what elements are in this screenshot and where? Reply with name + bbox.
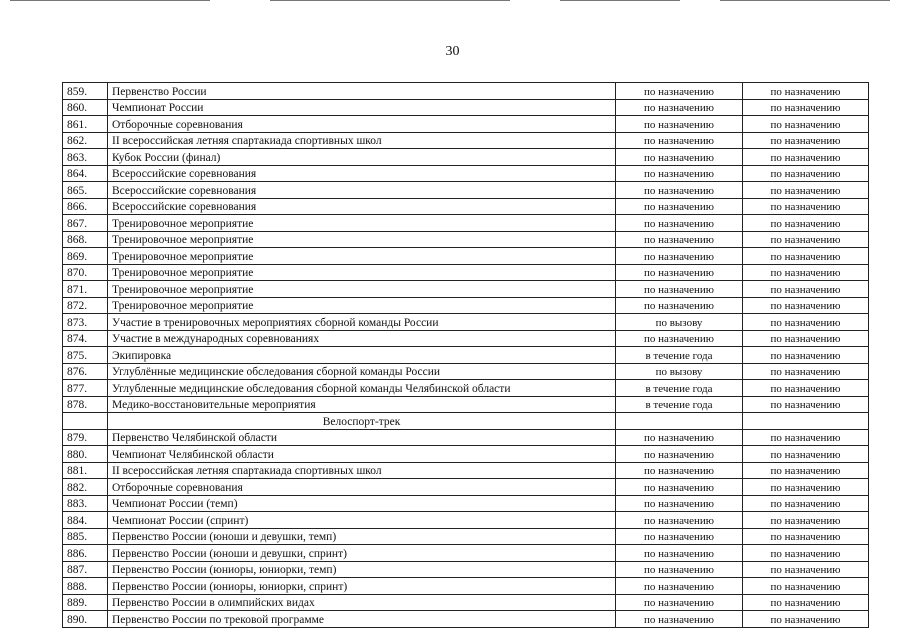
table-row <box>63 99 869 116</box>
row-number: 868. <box>63 231 108 248</box>
schedule-column-b: по назначению <box>743 347 869 364</box>
event-name: Тренировочное мероприятие <box>108 281 616 298</box>
row-number: 889. <box>63 594 108 611</box>
schedule-column-b: по назначению <box>743 446 869 463</box>
schedule-column-a: в течение года <box>616 380 743 397</box>
schedule-column-b: по назначению <box>743 528 869 545</box>
events-table <box>62 82 869 628</box>
schedule-column-a: по назначению <box>616 512 743 529</box>
event-name: II всероссийская летняя спартакиада спортивных школ <box>108 132 616 149</box>
event-name: Первенство России <box>108 83 616 100</box>
table-row <box>63 363 869 380</box>
row-number: 865. <box>63 182 108 199</box>
event-name: Отборочные соревнования <box>108 479 616 496</box>
table-row <box>63 132 869 149</box>
event-name: Чемпионат России (спринт) <box>108 512 616 529</box>
schedule-column-a: по назначению <box>616 528 743 545</box>
schedule-column-a: по назначению <box>616 132 743 149</box>
schedule-column-b: по назначению <box>743 330 869 347</box>
row-number: 880. <box>63 446 108 463</box>
schedule-column-a: по назначению <box>616 182 743 199</box>
schedule-column-b: по назначению <box>743 116 869 133</box>
table-row <box>63 528 869 545</box>
schedule-column-a: по назначению <box>616 149 743 166</box>
event-name: Тренировочное мероприятие <box>108 297 616 314</box>
schedule-column-a: в течение года <box>616 347 743 364</box>
table-row <box>63 215 869 232</box>
page-number: 30 <box>445 44 460 59</box>
schedule-column-a: по вызову <box>616 363 743 380</box>
table-row <box>63 347 869 364</box>
event-name: Углублённые медицинские обследования сборной команды России <box>108 363 616 380</box>
event-name: Кубок России (финал) <box>108 149 616 166</box>
schedule-column-a: по вызову <box>616 314 743 331</box>
row-number: 875. <box>63 347 108 364</box>
table-row <box>63 231 869 248</box>
schedule-column-b: по назначению <box>743 231 869 248</box>
table-row <box>63 182 869 199</box>
table-row <box>63 396 869 413</box>
table-row <box>63 330 869 347</box>
event-name: Тренировочное мероприятие <box>108 231 616 248</box>
table-row <box>63 495 869 512</box>
event-name: Всероссийские соревнования <box>108 182 616 199</box>
schedule-column-a: по назначению <box>616 248 743 265</box>
table-row <box>63 462 869 479</box>
scan-top-edge <box>0 0 905 2</box>
table-row <box>63 198 869 215</box>
schedule-column-b: по назначению <box>743 578 869 595</box>
event-name: Отборочные соревнования <box>108 116 616 133</box>
table-row <box>63 248 869 265</box>
event-name: Тренировочное мероприятие <box>108 215 616 232</box>
row-number: 864. <box>63 165 108 182</box>
event-name: Первенство России (юниоры, юниорки, спринт) <box>108 578 616 595</box>
schedule-column-a: по назначению <box>616 264 743 281</box>
table-row <box>63 314 869 331</box>
event-name: Первенство России по трековой программе <box>108 611 616 628</box>
row-number: 884. <box>63 512 108 529</box>
row-number: 859. <box>63 83 108 100</box>
row-number: 860. <box>63 99 108 116</box>
row-number: 883. <box>63 495 108 512</box>
row-number: 885. <box>63 528 108 545</box>
schedule-column-b: по назначению <box>743 182 869 199</box>
event-name: Первенство Челябинской области <box>108 429 616 446</box>
schedule-column-a: по назначению <box>616 198 743 215</box>
schedule-column-b: по назначению <box>743 561 869 578</box>
table-row <box>63 149 869 166</box>
event-name: Первенство России (юноши и девушки, спринт) <box>108 545 616 562</box>
table-row <box>63 264 869 281</box>
row-number: 866. <box>63 198 108 215</box>
event-name: Медико-восстановительные мероприятия <box>108 396 616 413</box>
event-name: Всероссийские соревнования <box>108 198 616 215</box>
event-name: Чемпионат Челябинской области <box>108 446 616 463</box>
schedule-column-b: по назначению <box>743 611 869 628</box>
table-row <box>63 116 869 133</box>
table-row <box>63 578 869 595</box>
table-row <box>63 165 869 182</box>
event-name: Экипировка <box>108 347 616 364</box>
event-name: Участие в международных соревнованиях <box>108 330 616 347</box>
row-number: 886. <box>63 545 108 562</box>
schedule-column-b: по назначению <box>743 83 869 100</box>
row-number: 879. <box>63 429 108 446</box>
event-name: Углубленные медицинские обследования сборной команды Челябинской области <box>108 380 616 397</box>
schedule-column-b: по назначению <box>743 149 869 166</box>
schedule-column-b: по назначению <box>743 462 869 479</box>
schedule-column-a: по назначению <box>616 561 743 578</box>
row-number: 878. <box>63 396 108 413</box>
row-number: 876. <box>63 363 108 380</box>
schedule-column-b: по назначению <box>743 198 869 215</box>
row-number: 888. <box>63 578 108 595</box>
schedule-column-b: по назначению <box>743 396 869 413</box>
row-number: 870. <box>63 264 108 281</box>
event-name: Тренировочное мероприятие <box>108 264 616 281</box>
schedule-column-a: по назначению <box>616 611 743 628</box>
table-row <box>63 380 869 397</box>
table-row <box>63 512 869 529</box>
row-number: 869. <box>63 248 108 265</box>
events-table-body <box>63 83 869 628</box>
schedule-column-b: по назначению <box>743 495 869 512</box>
row-number: 871. <box>63 281 108 298</box>
schedule-column-b: по назначению <box>743 297 869 314</box>
schedule-column-b: по назначению <box>743 281 869 298</box>
row-number: 882. <box>63 479 108 496</box>
row-number: 867. <box>63 215 108 232</box>
schedule-column-b: по назначению <box>743 594 869 611</box>
event-name: II всероссийская летняя спартакиада спортивных школ <box>108 462 616 479</box>
schedule-column-a: по назначению <box>616 281 743 298</box>
table-row <box>63 281 869 298</box>
schedule-column-a: по назначению <box>616 594 743 611</box>
table-row <box>63 594 869 611</box>
table-row <box>63 83 869 100</box>
schedule-column-a: по назначению <box>616 116 743 133</box>
section-title: Велоспорт-трек <box>108 413 616 430</box>
schedule-column-b: по назначению <box>743 264 869 281</box>
event-name: Чемпионат России (темп) <box>108 495 616 512</box>
row-number: 873. <box>63 314 108 331</box>
row-number: 874. <box>63 330 108 347</box>
schedule-column-a: по назначению <box>616 330 743 347</box>
schedule-column-a: по назначению <box>616 479 743 496</box>
schedule-column-a: по назначению <box>616 578 743 595</box>
row-number: 890. <box>63 611 108 628</box>
row-number: 887. <box>63 561 108 578</box>
table-row <box>63 479 869 496</box>
schedule-column-b: по назначению <box>743 545 869 562</box>
event-name: Чемпионат России <box>108 99 616 116</box>
row-number: 877. <box>63 380 108 397</box>
row-number: 862. <box>63 132 108 149</box>
schedule-column-a: по назначению <box>616 83 743 100</box>
schedule-column-a: по назначению <box>616 215 743 232</box>
table-row <box>63 561 869 578</box>
row-number <box>63 413 108 430</box>
schedule-column-a: по назначению <box>616 297 743 314</box>
row-number: 861. <box>63 116 108 133</box>
schedule-column-a: по назначению <box>616 495 743 512</box>
row-number: 872. <box>63 297 108 314</box>
schedule-column-a <box>616 413 743 430</box>
table-row <box>63 297 869 314</box>
table-row <box>63 545 869 562</box>
schedule-column-b <box>743 413 869 430</box>
table-row <box>63 611 869 628</box>
schedule-column-b: по назначению <box>743 512 869 529</box>
schedule-column-b: по назначению <box>743 132 869 149</box>
schedule-column-b: по назначению <box>743 380 869 397</box>
event-name: Всероссийские соревнования <box>108 165 616 182</box>
schedule-column-b: по назначению <box>743 429 869 446</box>
schedule-column-b: по назначению <box>743 314 869 331</box>
row-number: 863. <box>63 149 108 166</box>
section-header-row <box>63 413 869 430</box>
schedule-column-a: по назначению <box>616 462 743 479</box>
event-name: Тренировочное мероприятие <box>108 248 616 265</box>
event-name: Первенство России (юноши и девушки, темп) <box>108 528 616 545</box>
schedule-column-b: по назначению <box>743 363 869 380</box>
schedule-column-b: по назначению <box>743 165 869 182</box>
schedule-column-a: по назначению <box>616 446 743 463</box>
schedule-column-a: по назначению <box>616 165 743 182</box>
schedule-column-a: по назначению <box>616 545 743 562</box>
schedule-column-a: по назначению <box>616 429 743 446</box>
schedule-column-a: по назначению <box>616 231 743 248</box>
schedule-column-b: по назначению <box>743 248 869 265</box>
row-number: 881. <box>63 462 108 479</box>
event-name: Первенство России (юниоры, юниорки, темп) <box>108 561 616 578</box>
schedule-column-b: по назначению <box>743 215 869 232</box>
schedule-column-a: в течение года <box>616 396 743 413</box>
event-name: Участие в тренировочных мероприятиях сборной команды России <box>108 314 616 331</box>
event-name: Первенство России в олимпийских видах <box>108 594 616 611</box>
schedule-column-b: по назначению <box>743 99 869 116</box>
table-row <box>63 429 869 446</box>
schedule-column-a: по назначению <box>616 99 743 116</box>
table-row <box>63 446 869 463</box>
schedule-column-b: по назначению <box>743 479 869 496</box>
